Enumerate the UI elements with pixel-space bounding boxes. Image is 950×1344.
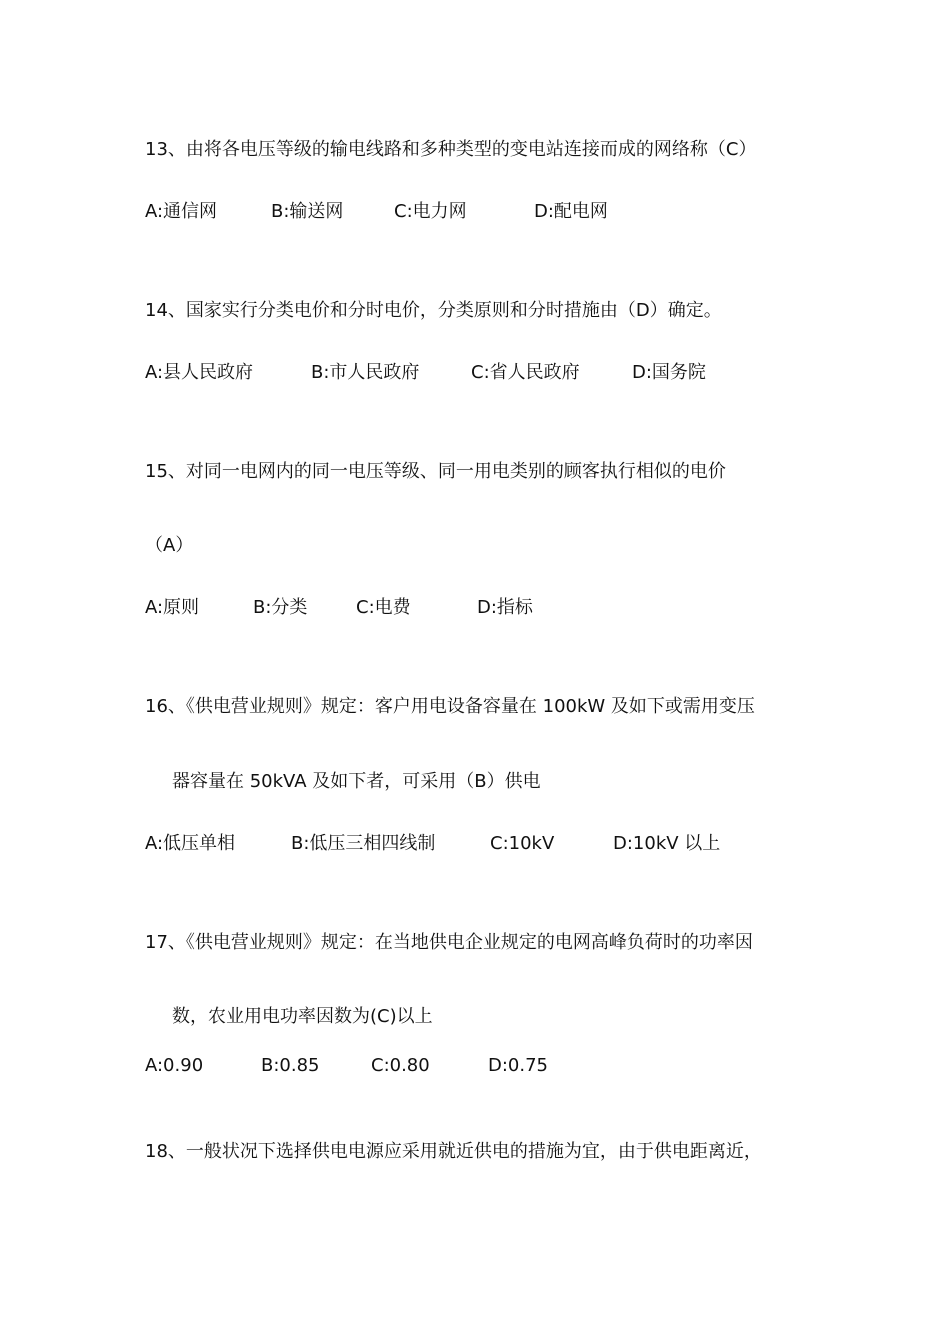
- option-b: B:分类: [253, 597, 308, 618]
- option-c: C:电力网: [394, 201, 467, 222]
- option-c: C:电费: [356, 597, 411, 618]
- option-c: C:0.80: [371, 1055, 430, 1076]
- option-a: A:原则: [145, 597, 200, 618]
- question-text: 13、由将各电压等级的输电线路和多种类型的变电站连接而成的网络称（C）: [145, 139, 757, 160]
- option-a: A:县人民政府: [145, 362, 254, 383]
- question-text: 15、对同一电网内的同一电压等级、同一用电类别的顾客执行相似的电价: [145, 461, 726, 482]
- question-text: 14、国家实行分类电价和分时电价，分类原则和分时措施由（D）确定。: [145, 300, 722, 321]
- option-d: D:0.75: [488, 1055, 549, 1076]
- option-a: A:0.90: [145, 1055, 204, 1076]
- question-text: 18、一般状况下选择供电电源应采用就近供电的措施为宜，由于供电距离近，: [145, 1141, 762, 1162]
- option-b: B:低压三相四线制: [291, 833, 436, 854]
- option-a: A:通信网: [145, 201, 218, 222]
- option-a: A:低压单相: [145, 833, 236, 854]
- option-b: B:0.85: [261, 1055, 320, 1076]
- option-d: D:国务院: [632, 362, 706, 383]
- option-b: B:输送网: [271, 201, 344, 222]
- option-d: D:10kV 以上: [613, 833, 721, 854]
- option-c: C:10kV: [490, 833, 555, 854]
- question-text: 17、《供电营业规则》规定：在当地供电企业规定的电网高峰负荷时的功率因: [145, 932, 753, 953]
- question-text-continued: （A）: [145, 535, 194, 556]
- option-d: D:指标: [477, 597, 533, 618]
- option-d: D:配电网: [534, 201, 608, 222]
- question-text-continued: 器容量在 50kVA 及如下者，可采用（B）供电: [172, 771, 541, 792]
- question-text-continued: 数，农业用电功率因数为(C)以上: [172, 1006, 433, 1027]
- question-text: 16、《供电营业规则》规定：客户用电设备容量在 100kW 及如下或需用变压: [145, 696, 755, 717]
- option-b: B:市人民政府: [311, 362, 420, 383]
- option-c: C:省人民政府: [471, 362, 580, 383]
